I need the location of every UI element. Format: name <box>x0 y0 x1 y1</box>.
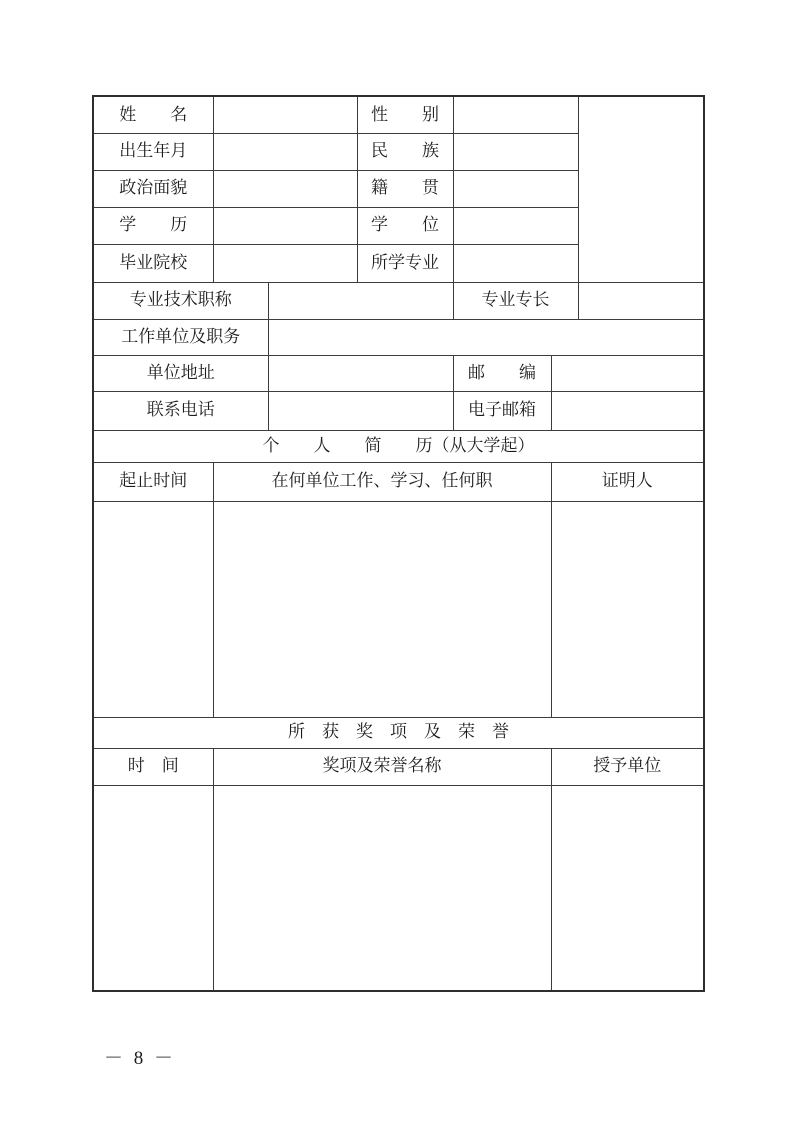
birth-date-field[interactable] <box>213 133 357 170</box>
professional-title-label: 专业技术职称 <box>93 282 268 319</box>
unit-address-field[interactable] <box>268 355 453 391</box>
political-status-label: 政治面貌 <box>93 170 213 207</box>
specialty-field[interactable] <box>578 282 704 319</box>
major-field[interactable] <box>453 244 578 282</box>
resume-reference-field[interactable] <box>551 501 704 717</box>
graduate-school-label: 毕业院校 <box>93 244 213 282</box>
awards-unit-field[interactable] <box>551 785 704 991</box>
resume-section-header: 个 人 简 历（从大学起） <box>93 430 704 462</box>
photo-field[interactable] <box>578 96 704 282</box>
gender-field[interactable] <box>453 96 578 133</box>
postal-code-label: 邮 编 <box>453 355 551 391</box>
work-unit-position-field[interactable] <box>268 319 704 355</box>
degree-label: 学 位 <box>357 207 453 244</box>
graduate-school-field[interactable] <box>213 244 357 282</box>
name-label: 姓 名 <box>93 96 213 133</box>
application-form-table <box>92 95 705 992</box>
awards-name-field[interactable] <box>213 785 551 991</box>
resume-col-reference-header: 证明人 <box>551 462 704 501</box>
postal-code-field[interactable] <box>551 355 704 391</box>
major-label: 所学专业 <box>357 244 453 282</box>
awards-col-name-header: 奖项及荣誉名称 <box>213 748 551 785</box>
degree-field[interactable] <box>453 207 578 244</box>
ethnicity-field[interactable] <box>453 133 578 170</box>
email-field[interactable] <box>551 391 704 430</box>
resume-col-time-header: 起止时间 <box>93 462 213 501</box>
education-field[interactable] <box>213 207 357 244</box>
political-status-field[interactable] <box>213 170 357 207</box>
page-number: － 8 － <box>104 1048 177 1069</box>
resume-detail-field[interactable] <box>213 501 551 717</box>
professional-title-field[interactable] <box>268 282 453 319</box>
awards-col-unit-header: 授予单位 <box>551 748 704 785</box>
awards-time-field[interactable] <box>93 785 213 991</box>
resume-col-detail-header: 在何单位工作、学习、任何职 <box>213 462 551 501</box>
resume-time-field[interactable] <box>93 501 213 717</box>
unit-address-label: 单位地址 <box>93 355 268 391</box>
work-unit-position-label: 工作单位及职务 <box>93 319 268 355</box>
contact-phone-label: 联系电话 <box>93 391 268 430</box>
awards-col-time-header: 时 间 <box>93 748 213 785</box>
contact-phone-field[interactable] <box>268 391 453 430</box>
birth-date-label: 出生年月 <box>93 133 213 170</box>
native-place-label: 籍 贯 <box>357 170 453 207</box>
native-place-field[interactable] <box>453 170 578 207</box>
email-label: 电子邮箱 <box>453 391 551 430</box>
awards-section-header: 所 获 奖 项 及 荣 誉 <box>93 717 704 748</box>
gender-label: 性 别 <box>357 96 453 133</box>
education-label: 学 历 <box>93 207 213 244</box>
ethnicity-label: 民 族 <box>357 133 453 170</box>
name-field[interactable] <box>213 96 357 133</box>
specialty-label: 专业专长 <box>453 282 578 319</box>
